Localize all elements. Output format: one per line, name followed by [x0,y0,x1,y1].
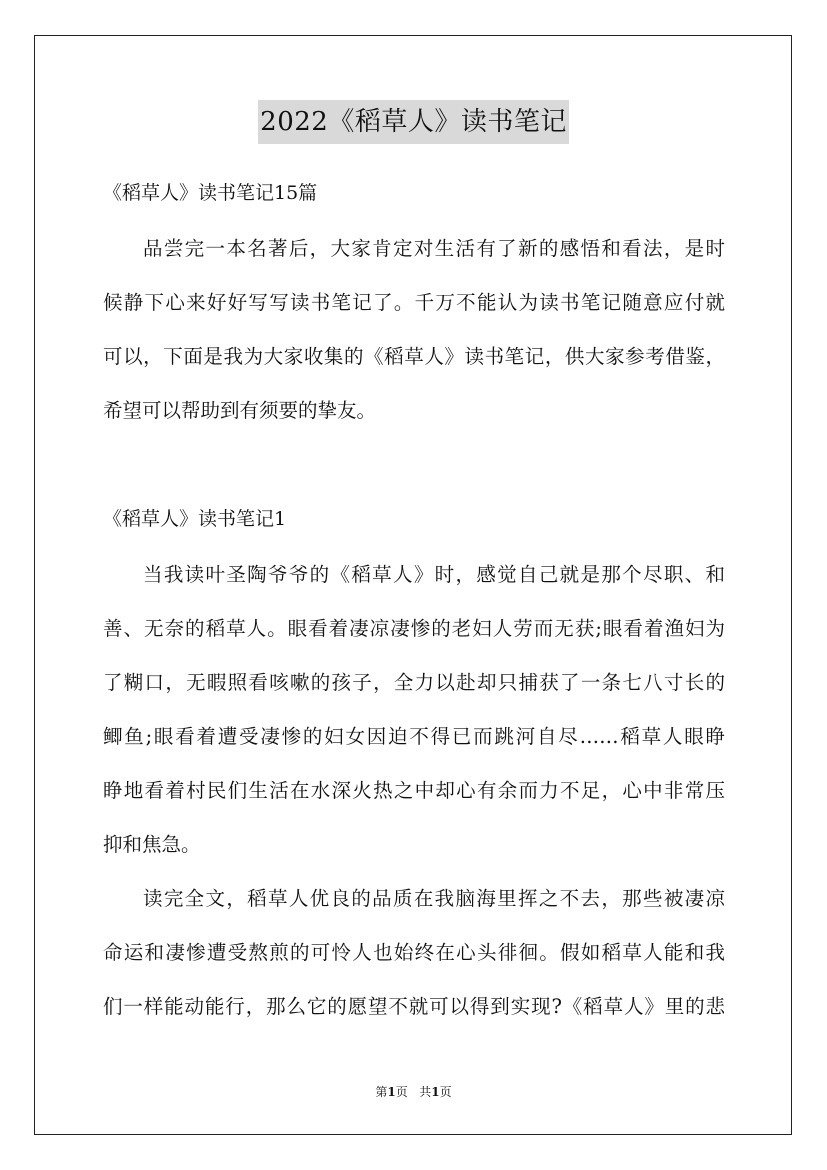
document-subtitle: 《稻草人》读书笔记15篇 [103,182,318,204]
footer-total-prefix: 共 [419,1085,432,1099]
footer-total-suffix: 页 [439,1085,452,1099]
footer-total-number: 1 [431,1085,440,1099]
intro-line-2: 候静下心来好好写写读书笔记了。千万不能认为读书笔记随意应付就 [103,291,725,314]
footer-page-suffix: 页 [395,1085,408,1099]
section-para1-line-1: 当我读叶圣陶爷爷的《稻草人》时，感觉自己就是那个尽职、和 [143,563,725,586]
section-para1-line-3: 了糊口，无暇照看咳嗽的孩子，全力以赴却只捕获了一条七八寸长的 [103,671,725,694]
section-para1-line-2: 善、无奈的稻草人。眼看着凄凉凄惨的老妇人劳而无获;眼看着渔妇为 [103,617,725,640]
section-para2-line-1: 读完全文，稻草人优良的品质在我脑海里挥之不去，那些被凄凉 [143,887,725,910]
intro-line-1: 品尝完一本名著后，大家肯定对生活有了新的感悟和看法，是时 [143,237,725,260]
section-heading: 《稻草人》读书笔记1 [103,508,287,530]
intro-line-3: 可以，下面是我为大家收集的《稻草人》读书笔记，供大家参考借鉴， [103,345,725,368]
document-title: 2022《稻草人》读书笔记 [258,100,569,144]
section-para2-line-3: 们一样能动能行，那么它的愿望不就可以得到实现?《稻草人》里的悲 [103,995,725,1018]
intro-line-4: 希望可以帮助到有须要的挚友。 [103,399,377,422]
footer-page-prefix: 第 [375,1085,388,1099]
title-container [0,100,827,144]
section-para1-line-5: 睁地看着村民们生活在水深火热之中却心有余而力不足，心中非常压 [103,779,725,802]
section-para2-line-2: 命运和凄惨遭受熬煎的可怜人也始终在心头徘徊。假如稻草人能和我 [103,941,725,964]
page-footer [0,1083,827,1101]
footer-page-number: 1 [387,1085,396,1099]
section-para1-line-4: 鲫鱼;眼看着遭受凄惨的妇女因迫不得已而跳河自尽……稻草人眼睁 [103,725,725,748]
section-para1-line-6: 抑和焦急。 [103,833,201,856]
